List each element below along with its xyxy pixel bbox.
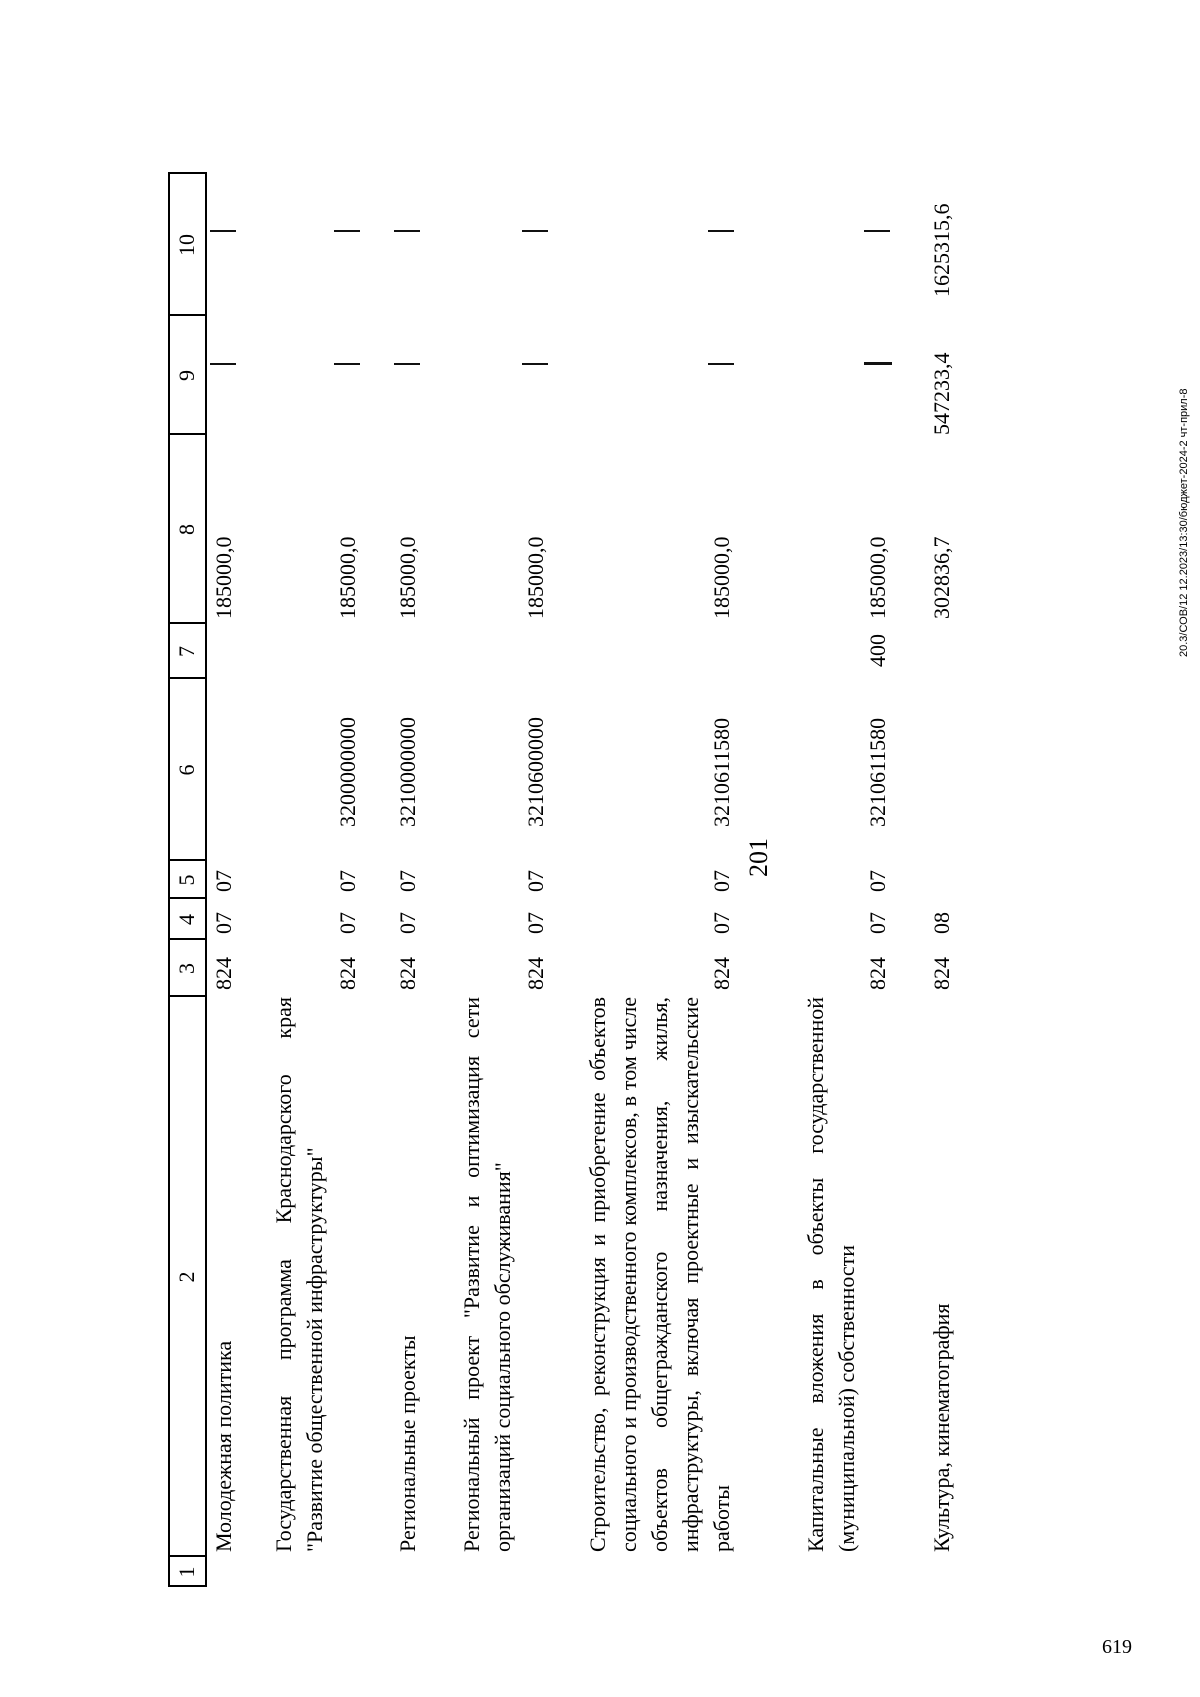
cell-c4: 07 bbox=[211, 912, 236, 934]
cell-c7: 400 bbox=[865, 634, 890, 667]
cell-c3: 824 bbox=[523, 957, 548, 990]
dash-c10 bbox=[708, 230, 734, 232]
cell-c6: 3210611580 bbox=[709, 717, 734, 827]
cell-c8: 302836,7 bbox=[929, 536, 954, 619]
cell-c3: 824 bbox=[335, 957, 360, 990]
dash-c10 bbox=[522, 230, 548, 232]
cell-c3: 824 bbox=[395, 957, 420, 990]
cell-c9: 547233,4 bbox=[929, 352, 954, 435]
cell-c4: 07 bbox=[395, 912, 420, 934]
document-footer: 20.3/СОВ/12 12.2023/13:30/бюджет-2024-2 чт-прил-8 bbox=[1178, 388, 1190, 657]
dash-c9 bbox=[334, 363, 360, 365]
dash-c10 bbox=[864, 230, 890, 232]
cell-c5: 07 bbox=[865, 870, 890, 892]
dash-c10 bbox=[210, 230, 236, 232]
row-name: Государственная программа Краснодарского края "Развитие общественной инфраструктуры" bbox=[271, 997, 327, 1552]
cell-c3: 824 bbox=[929, 957, 954, 990]
cell-c6: 3210611580 bbox=[865, 717, 890, 827]
column-header: 9 bbox=[174, 370, 199, 381]
dash-c10 bbox=[334, 230, 360, 232]
cell-c6: 3210600000 bbox=[523, 717, 548, 827]
column-header: 1 bbox=[174, 1566, 199, 1578]
cell-c8: 185000,0 bbox=[211, 536, 236, 619]
dash-c9 bbox=[394, 363, 420, 365]
dash-c9 bbox=[708, 363, 734, 365]
column-header: 6 bbox=[174, 764, 199, 776]
dash-c9 bbox=[522, 363, 548, 365]
cell-c5: 07 bbox=[709, 870, 734, 892]
cell-c8: 185000,0 bbox=[709, 536, 734, 619]
cell-c3: 824 bbox=[865, 957, 890, 990]
dash-c9 bbox=[864, 362, 892, 365]
sheet-number: 619 bbox=[1102, 1636, 1132, 1658]
column-header: 4 bbox=[174, 914, 199, 925]
cell-c8: 185000,0 bbox=[523, 536, 548, 619]
cell-c5: 07 bbox=[335, 870, 360, 892]
column-header: 5 bbox=[174, 874, 199, 886]
cell-c4: 08 bbox=[929, 912, 954, 934]
dash-c10 bbox=[394, 230, 420, 232]
cell-c4: 07 bbox=[335, 912, 360, 934]
cell-c5: 07 bbox=[395, 870, 420, 892]
row-name: Региональный проект "Развитие и оптимизация сети организаций социального обслуживания" bbox=[459, 997, 515, 1552]
cell-c6: 3210000000 bbox=[395, 717, 420, 827]
row-name: Капитальные вложения в объекты государственной (муниципальной) собственности bbox=[803, 997, 859, 1552]
cell-c3: 824 bbox=[211, 957, 236, 990]
cell-c5: 07 bbox=[211, 870, 236, 892]
cell-c4: 07 bbox=[709, 912, 734, 934]
cell-c8: 185000,0 bbox=[395, 536, 420, 619]
cell-c6: 3200000000 bbox=[335, 717, 360, 827]
cell-c10: 1625315,6 bbox=[929, 203, 954, 297]
column-header: 2 bbox=[174, 1271, 199, 1283]
dash-c9 bbox=[210, 363, 236, 365]
cell-c8: 185000,0 bbox=[865, 536, 890, 619]
column-header: 8 bbox=[174, 524, 199, 535]
row-name: Культура, кинематография bbox=[929, 1303, 954, 1552]
row-name: Строительство, реконструкция и приобретение объектов социального и производственного комплексов, в том числе объектов общегражданского назначения, жилья, инфраструктуры, включая проектные и изыскательские работы bbox=[585, 997, 734, 1552]
column-header: 7 bbox=[174, 646, 199, 657]
row-name: Молодежная политика bbox=[211, 1340, 236, 1552]
cell-c3: 824 bbox=[709, 957, 734, 990]
row-name: Региональные проекты bbox=[395, 1335, 420, 1552]
cell-c4: 07 bbox=[865, 912, 890, 934]
cell-c5: 07 bbox=[523, 870, 548, 892]
page-number: 201 bbox=[744, 838, 773, 877]
cell-c4: 07 bbox=[523, 912, 548, 934]
column-header: 10 bbox=[174, 234, 199, 256]
column-header: 3 bbox=[174, 963, 199, 974]
cell-c8: 185000,0 bbox=[335, 536, 360, 619]
